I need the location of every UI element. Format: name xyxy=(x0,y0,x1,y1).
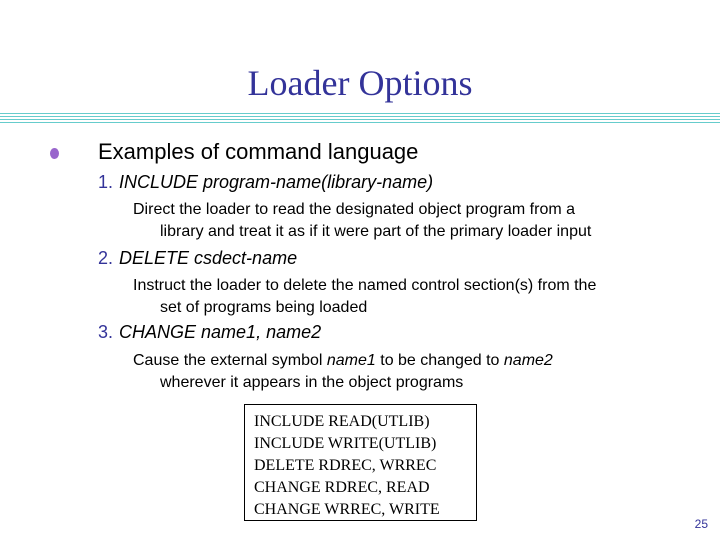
item-command: DELETE csdect-name xyxy=(119,248,298,268)
item-command: INCLUDE program-name(library-name) xyxy=(119,172,434,192)
item-description xyxy=(133,199,673,243)
code-line: CHANGE RDREC, READ xyxy=(254,479,430,496)
symbol-name: name2 xyxy=(503,352,553,369)
item-number: 2. xyxy=(98,248,114,268)
description-line: wherever it appears in the object programs xyxy=(160,374,464,391)
page-number: 25 xyxy=(694,517,708,531)
item-number: 3. xyxy=(98,322,114,342)
item-description xyxy=(133,275,673,319)
code-line: INCLUDE READ(UTLIB) xyxy=(254,413,430,430)
symbol-name: name1 xyxy=(326,352,376,369)
title-divider xyxy=(0,113,720,125)
item-command: CHANGE name1, name2 xyxy=(119,322,322,342)
code-line: CHANGE WRREC, WRITE xyxy=(254,501,440,518)
command-item-delete xyxy=(98,248,297,269)
bullet-dot-icon xyxy=(50,148,59,159)
bullet-heading: Examples of command language xyxy=(98,139,419,164)
description-text: to be changed to xyxy=(375,352,504,369)
command-item-change xyxy=(98,322,321,343)
description-line xyxy=(133,352,553,369)
description-text: Cause the external symbol xyxy=(133,352,327,369)
description-line: Direct the loader to read the designated object program from a xyxy=(133,201,576,218)
code-example-box xyxy=(244,404,477,521)
description-line: library and treat it as if it were part of the primary loader input xyxy=(160,223,592,240)
item-description xyxy=(133,350,673,394)
description-line: set of programs being loaded xyxy=(160,299,368,316)
code-line: DELETE RDREC, WRREC xyxy=(254,457,437,474)
code-line: INCLUDE WRITE(UTLIB) xyxy=(254,435,437,452)
description-line: Instruct the loader to delete the named control section(s) from the xyxy=(133,277,597,294)
slide-title: Loader Options xyxy=(247,63,473,103)
item-number: 1. xyxy=(98,172,114,192)
command-item-include xyxy=(98,172,433,193)
